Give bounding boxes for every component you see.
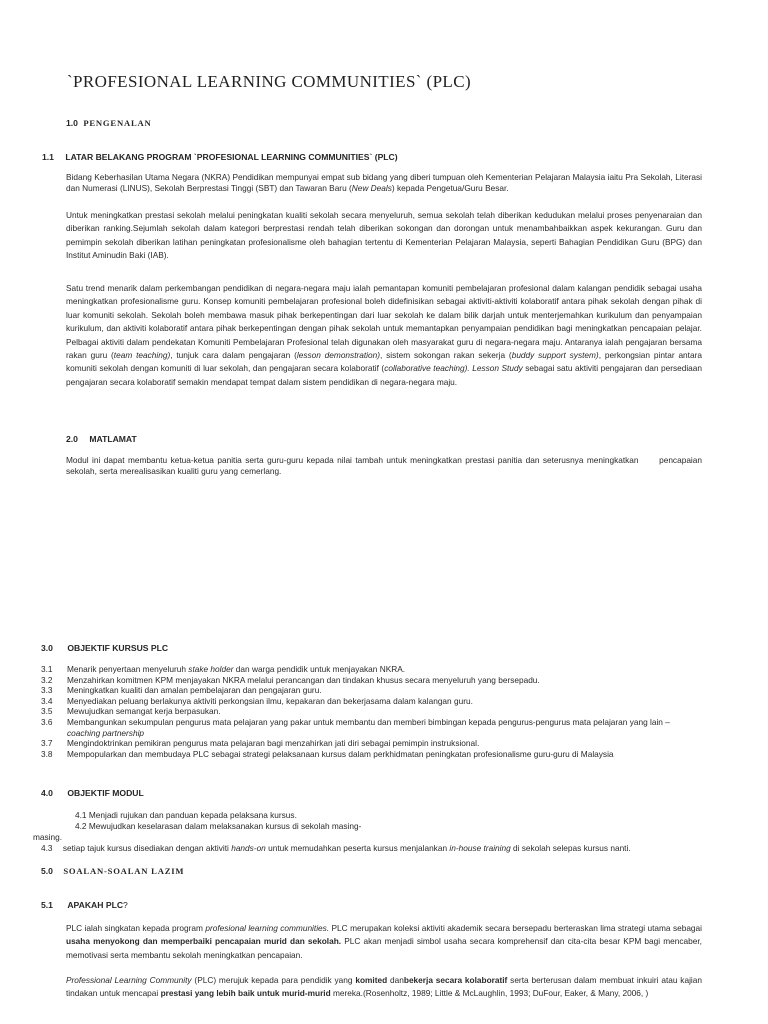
item-number: 3.7	[41, 738, 53, 749]
section-number: 1.1	[42, 152, 54, 162]
item-number: 3.6	[41, 716, 53, 727]
item-text: Menarik penyertaan menyeluruh stake holder dan warga pendidik untuk menjayakan NKRA.	[67, 664, 406, 674]
paragraph-matlamat: Modul ini dapat membantu ketua-ketua panitia serta guru-guru kepada nilai tambah untuk meningkatkan prestasi panitia dan seterusnya meningkatkan pencapaian sekolah, serta merealisasikan kualiti guru yang cemerlang.	[66, 455, 702, 476]
item-number: 3.5	[41, 706, 53, 717]
item-number: 3.4	[41, 695, 53, 706]
section-4-heading	[41, 788, 144, 798]
item-text: Menyediakan peluang berlakunya aktiviti perkongsian ilmu, kepakaran dan bekerjasama dalam kalangan guru.	[67, 695, 473, 706]
objective-item	[41, 738, 703, 749]
objective-item	[41, 706, 703, 717]
objective-item	[41, 749, 703, 760]
section-1-heading	[66, 118, 152, 128]
section-title: PENGENALAN	[83, 118, 152, 128]
item-text: Membangunkan sekumpulan pengurus mata pelajaran yang pakar untuk membantu dan memberi bimbingan kepada pengurus-pengurus mata pelajaran yang lain – coaching partnership	[67, 716, 670, 738]
item-number: 3.2	[41, 674, 53, 685]
section-title: OBJEKTIF MODUL	[67, 788, 144, 798]
section-title: LATAR BELAKANG PROGRAM `PROFESIONAL LEARNING COMMUNITIES` (PLC)	[65, 152, 398, 162]
section-title: SOALAN-SOALAN LAZIM	[63, 866, 185, 876]
section-2-heading	[66, 434, 137, 444]
module-objective-4-3: 4.3 setiap tajuk kursus disediakan dengan aktiviti hands-on untuk memudahkan peserta kursus menjalankan in-house training di sekolah selepas kursus nanti.	[41, 843, 631, 853]
item-text: Menzahirkan komitmen KPM menjayakan NKRA melalui perancangan dan tindakan khusus secara menyeluruh yang bersepadu.	[67, 674, 540, 685]
item-number: 3.3	[41, 685, 53, 696]
objective-item	[41, 675, 703, 686]
item-text: Mengindoktrinkan pemikiran pengurus mata pelajaran bagi menzahirkan jati diri sebagai pemimpin instruksional.	[67, 738, 480, 749]
section-number: 2.0	[66, 434, 78, 444]
section-number: 5.0	[41, 866, 53, 876]
objective-item	[41, 717, 703, 738]
paragraph-trend: Satu trend menarik dalam perkembangan pendidikan di negara-negara maju ialah pemantapan komuniti pembelajaran profesional dalam kalangan pendidik sebagai usaha meningkatkan profesionalisme guru. Konsep komuniti pembelajaran profesional boleh didefinisikan sebagai aktiviti-aktiviti kolaboratif antara pihak sekolah dengan pihak di luar komuniti sekolah. Sekolah boleh membawa masuk pihak berkepentingan dari luar sekolah ke dalam bilik darjah untuk menterjemahkan kurikulum dan penyampaian kurikulum, dan aktiviti kolaboratif antara pihak berkepentingan dengan pihak sekolah untuk memantapkan penyampaian pendidikan bagi meningkatkan pencapaian pelajar. Pelbagai aktiviti dalam pendekatan Komuniti Pembelajaran Profesional telah digunakan oleh masyarakat guru di negara-negara maju. Antaranya ialah pengajaran bersama rakan guru (team teaching), tunjuk cara dalam pengajaran (lesson demonstration), sistem sokongan rakan sekerja (buddy support system), perkongsian pintar antara komuniti sekolah dengan komuniti di luar sekolah, dan pengajaran secara kolaboratif (collaborative teaching). Lesson Study sebagai satu aktiviti pengajaran dan persediaan pengajaran secara kolaboratif semakin mendapat tempat dalam sistem pendidikan di negara-negara maju.	[66, 283, 703, 387]
module-objective-4-1: 4.1 Menjadi rujukan dan panduan kepada pelaksana kursus.	[75, 810, 297, 820]
section-5-heading	[41, 866, 184, 876]
paragraph-plc-definition: Professional Learning Community (PLC) merujuk kepada para pendidik yang komited danbekerja secara kolaboratif serta berterusan dalam membuat inkuiri atau kajian tindakan untuk mencapai prestasi yang lebih baik untuk murid-murid mereka.(Rosenholtz, 1989; Little & McLaughlin, 1993; DuFour, Eaker, & Many, 2006, )	[66, 975, 702, 999]
objective-list	[41, 664, 703, 759]
section-5-1-heading: 5.1 APAKAH PLC?	[41, 900, 128, 910]
objective-item	[41, 696, 703, 707]
section-number: 1.0	[66, 118, 78, 128]
item-number: 4.3	[41, 843, 53, 853]
section-number: 5.1	[41, 900, 53, 910]
section-title: APAKAH PLC	[67, 900, 124, 910]
section-number: 3.0	[41, 643, 53, 653]
item-text: Mewujudkan semangat kerja berpasukan.	[67, 706, 221, 717]
item-number: 3.1	[41, 664, 53, 674]
paragraph-nkra: Bidang Keberhasilan Utama Negara (NKRA) Pendidikan mempunyai empat sub bidang yang diberi tumpuan oleh Kementerian Pelajaran Malaysia iaitu Pra Sekolah, Literasi dan Numerasi (LINUS), Sekolah Berprestasi Tinggi (SBT) dan Tawaran Baru (New Deals) kepada Pengetua/Guru Besar.	[66, 172, 702, 193]
module-objective-4-2-wrap: masing.	[33, 832, 63, 842]
item-text: Mempopularkan dan membudaya PLC sebagai strategi pelaksanaan kursus dalam perkhidmatan peningkatan profesionalisme guru-guru di Malaysia	[67, 748, 614, 759]
section-number: 4.0	[41, 788, 53, 798]
section-title: MATLAMAT	[89, 434, 137, 444]
item-number: 3.8	[41, 748, 53, 759]
section-title: OBJEKTIF KURSUS PLC	[67, 643, 169, 653]
objective-item	[41, 685, 703, 696]
objective-item	[41, 664, 703, 675]
section-3-heading	[41, 643, 168, 653]
paragraph-apakah-plc: PLC ialah singkatan kepada program profesional learning communities. PLC merupakan koleksi aktiviti akademik secara bersepadu berteraskan lima strategi utama sebagai usaha menyokong dan memperbaiki pencapaian murid dan sekolah. PLC akan menjadi simbol usaha secara komprehensif dan cita-cita besar KPM bagi mencaber, memotivasi serta membantu sekolah meningkatkan pencapaian.	[66, 923, 703, 960]
document-title: `PROFESIONAL LEARNING COMMUNITIES` (PLC)	[67, 72, 472, 91]
paragraph-ranking: Untuk meningkatkan prestasi sekolah melalui peningkatan kualiti sekolah secara menyeluruh, semua sekolah telah diberikan kedudukan melalui proses penyenaraian dan diberikan ranking.Sejumlah sekolah dalam kategori berprestasi rendah telah diberikan sokongan dan dorongan untuk menambahbaikkan aspek kekurangan. Guru dan pemimpin sekolah diberikan latihan peningkatan profesionalisme oleh bahagian tertentu di Kementerian Pelajaran Malaysia, seperti Bahagian Pendidikan Guru (BPG) dan Institut Aminudin Baki (IAB).	[66, 210, 702, 261]
module-objective-4-2: 4.2 Mewujudkan keselarasan dalam melaksanakan kursus di sekolah masing-	[75, 821, 362, 831]
item-text: Meningkatkan kualiti dan amalan pembelajaran dan pengajaran guru.	[67, 685, 322, 696]
section-1-1-heading	[42, 152, 398, 162]
